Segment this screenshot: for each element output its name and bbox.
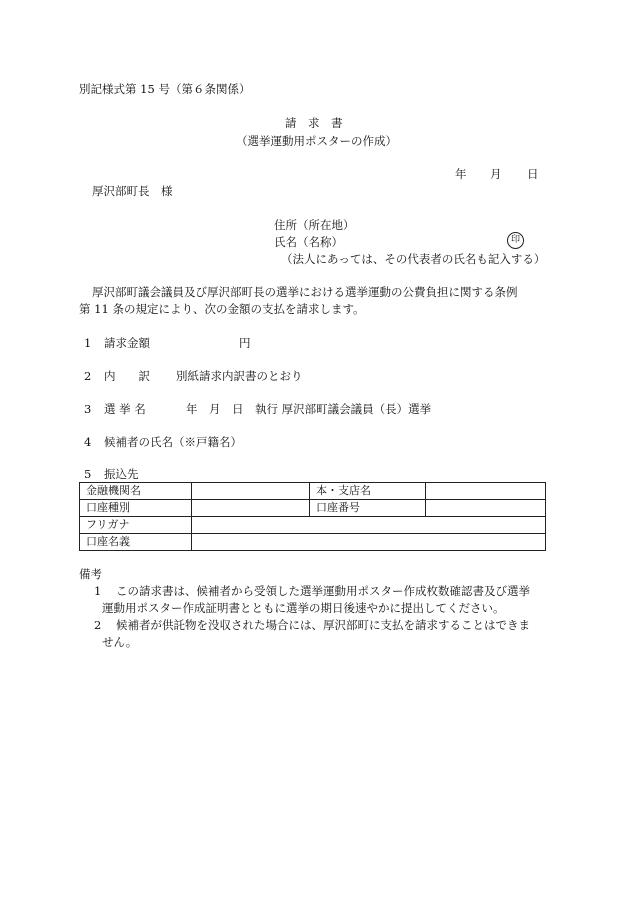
remark2-line-2: せん。 — [102, 635, 138, 649]
account-type-label: 口座種別 — [80, 500, 192, 517]
remarks-heading: 備考 — [79, 567, 102, 581]
seal-mark: 印 — [507, 232, 524, 249]
account-holder-field[interactable] — [192, 534, 546, 551]
table-row — [80, 534, 546, 551]
item1-unit: 円 — [239, 336, 251, 350]
furigana-field[interactable] — [192, 517, 546, 534]
date-month: 月 — [490, 167, 502, 181]
title-char-2: 求 — [308, 116, 320, 130]
item3-value: 年 月 日 執行 厚沢部町議会議員（長）選挙 — [186, 402, 432, 416]
remark1-line-2: 運動用ポスター作成証明書とともに選挙の期日後速やかに提出してください。 — [102, 601, 505, 615]
account-number-label: 口座番号 — [310, 500, 426, 517]
branch-name-label: 本・支店名 — [310, 483, 426, 500]
remark1-number: 1 — [94, 584, 102, 598]
address-label: 住所（所在地） — [274, 218, 355, 232]
furigana-label: フリガナ — [80, 517, 192, 534]
item2-number: 2 — [84, 369, 92, 383]
item1-number: 1 — [84, 336, 92, 350]
name-label: 氏名（名称） — [274, 235, 343, 249]
item2-value: 別紙請求内訳書のとおり — [176, 369, 303, 383]
item4-number: 4 — [84, 435, 92, 449]
item3-label: 選 挙 名 — [104, 402, 146, 416]
branch-name-field[interactable] — [426, 483, 546, 500]
account-holder-label: 口座名義 — [80, 534, 192, 551]
date-year: 年 — [455, 167, 467, 181]
date-day: 日 — [527, 167, 539, 181]
body-line-1: 厚沢部町議会議員及び厚沢部町長の選挙における選挙運動の公費負担に関する条例 — [92, 285, 518, 299]
bank-name-label: 金融機関名 — [80, 483, 192, 500]
table-row — [80, 500, 546, 517]
table-row — [80, 517, 546, 534]
item2-label: 内 訳 — [104, 369, 150, 383]
subtitle: （選挙運動用ポスターの作成） — [236, 134, 397, 148]
remark2-number: 2 — [94, 618, 102, 632]
remark1-line-1: この請求書は、候補者から受領した選挙運動用ポスター作成枚数確認書及び選挙 — [116, 584, 530, 598]
item3-number: 3 — [84, 402, 92, 416]
item5-label: 振込先 — [104, 467, 139, 481]
title-char-3: 書 — [331, 116, 343, 130]
body-line-2: 第 11 条の規定により、次の金額の支払を請求します。 — [79, 302, 365, 316]
remark2-line-1: 候補者が供託物を没収された場合には、厚沢部町に支払を請求することはできま — [116, 618, 530, 632]
item1-label: 請求金額 — [104, 336, 150, 350]
account-type-field[interactable] — [192, 500, 310, 517]
applicant-note: （法人にあっては、その代表者の氏名も記入する） — [281, 252, 546, 266]
addressee: 厚沢部町長 様 — [92, 184, 173, 198]
form-number: 別記様式第 15 号（第６条関係） — [79, 82, 251, 96]
bank-name-field[interactable] — [192, 483, 310, 500]
bank-transfer-table — [79, 482, 546, 551]
item5-number: 5 — [84, 467, 92, 481]
table-row — [80, 483, 546, 500]
account-number-field[interactable] — [426, 500, 546, 517]
item4-label: 候補者の氏名（※戸籍名） — [104, 435, 242, 449]
title-char-1: 請 — [285, 116, 297, 130]
